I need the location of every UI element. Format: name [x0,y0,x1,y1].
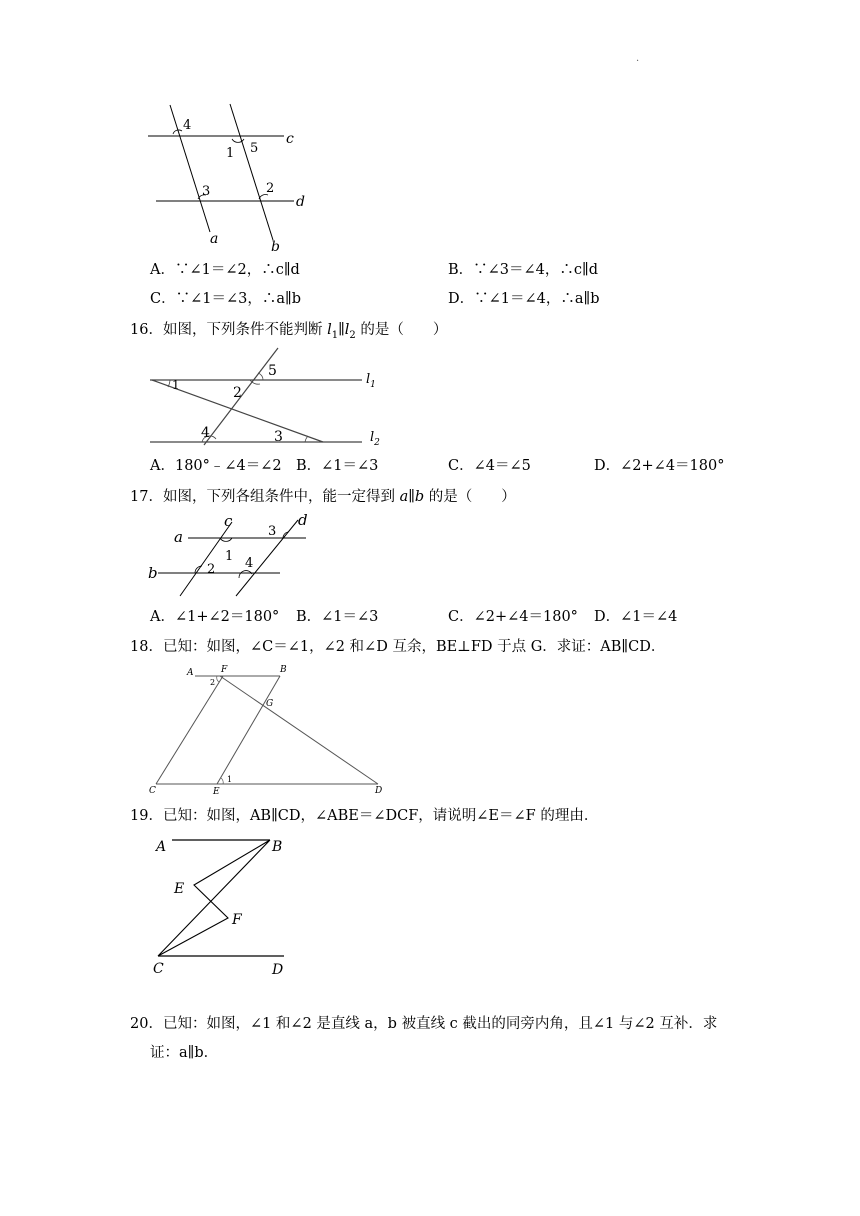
q19-label-F: F [232,912,242,928]
q19-label-E: E [174,881,185,897]
q16-label-2: 2 [233,385,242,401]
q16-label-3: 3 [274,429,283,445]
q16-stem: 16．如图，下列条件不能判断 $l_1\parallel l_2$ 的是（ ） [130,322,448,341]
q17-stem: 17．如图，下列各组条件中，能一定得到 a∥b 的是（ ） [130,489,516,505]
q16-label-1: 1 [172,378,180,392]
q18-label-E: E [213,787,220,797]
q17-label-b: b [148,564,158,582]
q17-option-a: A．∠1+∠2＝180° [150,609,280,625]
q20-stem-line2: 证：a∥b． [150,1045,219,1061]
q16-label-5: 5 [268,363,277,379]
q18-label-G: G [266,699,274,709]
q15-option-c: C．∵∠1＝∠3，∴a∥b [150,291,301,307]
q15-label-4: 4 [183,118,192,133]
q19-label-A: A [156,839,167,855]
q18-label-A: A [187,668,194,678]
q17-label-4: 4 [245,556,254,571]
q16-option-a: A．180°﹣∠4＝∠2 [150,458,282,474]
q15-option-a: A．∵∠1＝∠2，∴c∥d [150,262,300,278]
q17-label-c: c [224,512,233,530]
q17-figure [140,510,320,598]
q17-option-c: C．∠2+∠4＝180° [448,609,578,625]
q15-option-b: B．∵∠3＝∠4，∴c∥d [448,262,599,278]
q18-label-F: F [221,665,228,675]
q18-label-D: D [375,786,383,796]
q20-stem-line1: 20．已知：如图，∠1 和∠2 是直线 a，b 被直线 c 截出的同旁内角，且∠1 与∠2 互补．求 [130,1016,718,1032]
q19-label-D: D [272,962,284,978]
q16-label-l1: $l_1$ [366,372,376,390]
q17-option-d: D．∠1＝∠4 [594,609,678,625]
q18-label-1: 1 [227,775,233,784]
q16-label-l2: $l_2$ [370,430,380,448]
q15-label-a: a [210,231,219,247]
q18-stem: 18．已知：如图，∠C＝∠1，∠2 和∠D 互余，BE⊥FD 于点 G．求证：AB∥CD． [130,639,666,655]
q18-figure [140,662,390,797]
q18-label-2: 2 [210,678,216,687]
q15-label-3: 3 [202,184,211,199]
q17-option-b: B．∠1＝∠3 [296,609,379,625]
q15-label-5: 5 [250,141,259,156]
q19-label-B: B [272,839,283,855]
q16-option-c: C．∠4＝∠5 [448,458,531,474]
q19-stem: 19．已知：如图，AB∥CD，∠ABE＝∠DCF，请说明∠E＝∠F 的理由． [130,808,599,824]
header-mark: · [636,56,640,67]
q15-label-b: b [271,239,280,255]
q15-figure [140,100,320,255]
q17-label-d: d [298,511,308,529]
q19-figure [140,832,300,982]
q15-label-1: 1 [226,146,235,161]
q18-label-C: C [149,786,156,796]
q16-option-b: B．∠1＝∠3 [296,458,379,474]
q16-figure [140,345,400,450]
q17-label-2: 2 [207,562,216,577]
q17-label-a: a [174,528,183,546]
q19-label-C: C [153,961,164,977]
q15-label-c: c [286,131,294,147]
q16-label-4: 4 [201,425,210,441]
q16-option-d: D．∠2+∠4＝180° [594,458,725,474]
q15-label-2: 2 [266,181,275,196]
q15-label-d: d [296,194,305,210]
q15-option-d: D．∵∠1＝∠4，∴a∥b [448,291,600,307]
q17-label-3: 3 [268,524,277,539]
q17-label-1: 1 [225,549,234,564]
q18-label-B: B [280,665,287,675]
